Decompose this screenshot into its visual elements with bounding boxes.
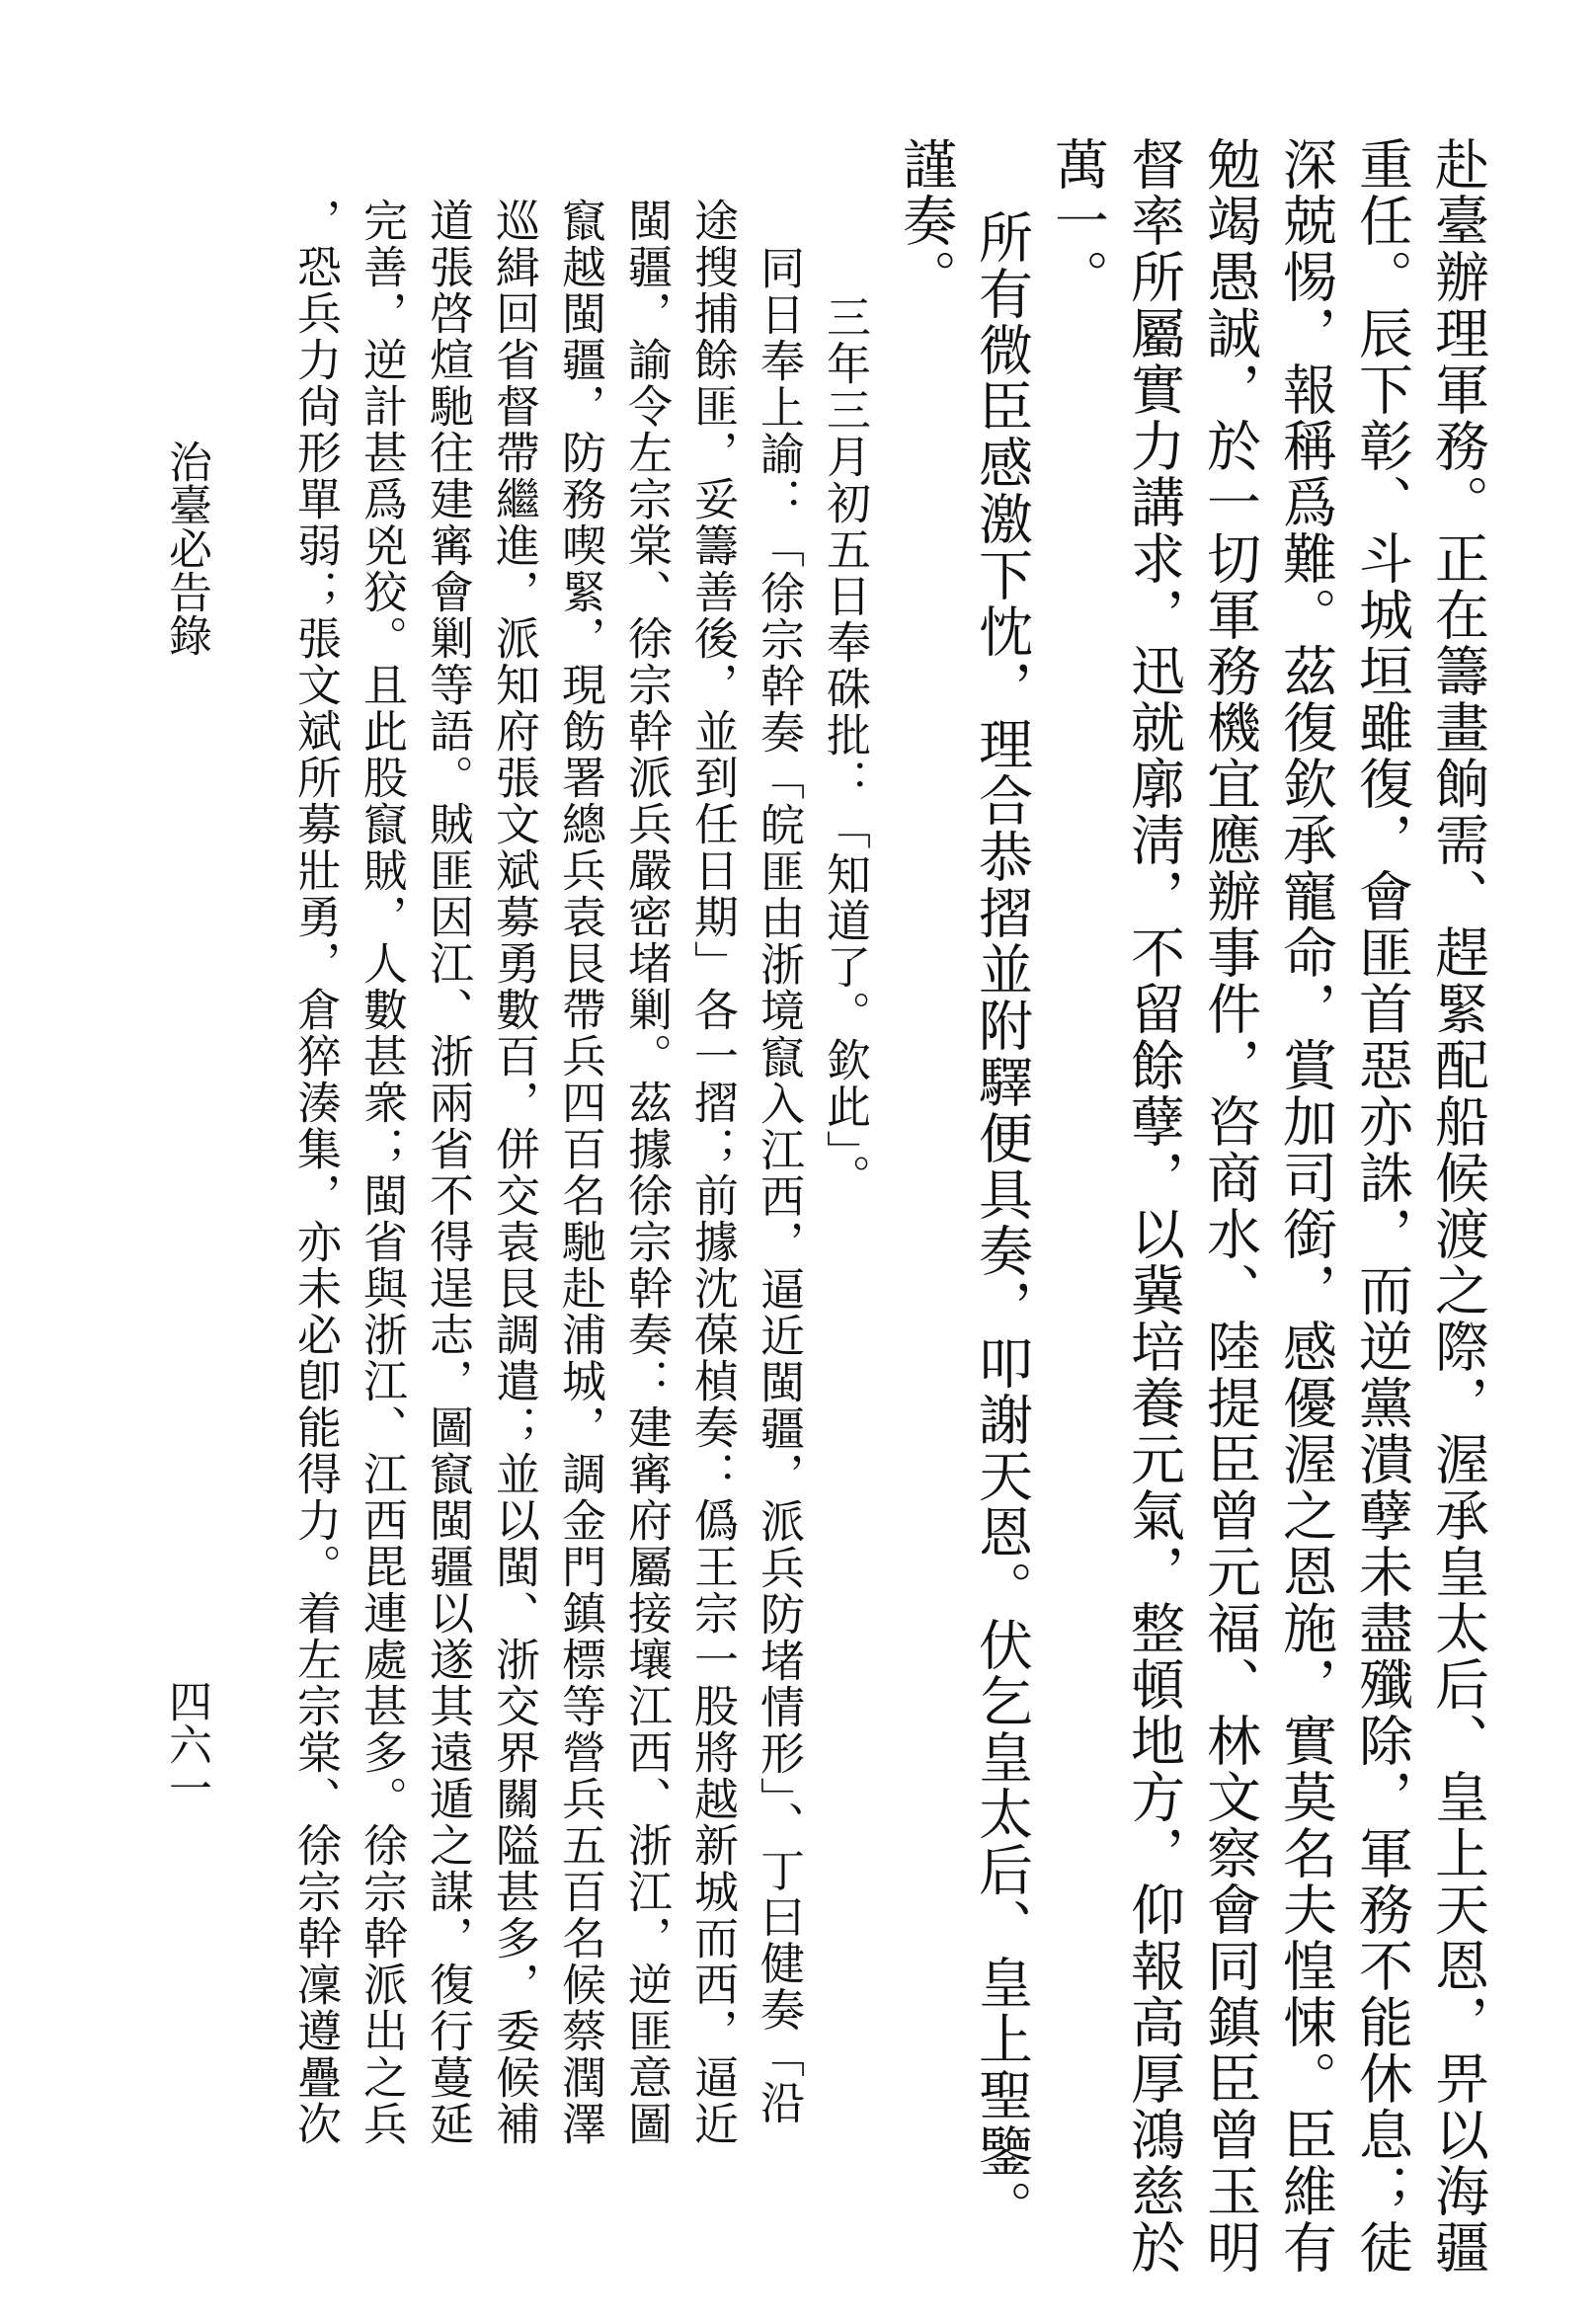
text-column: 閩疆，諭令左宗棠、徐宗幹派兵嚴密堵剿。茲據徐宗幹奏：建寗府屬接壤江西、浙江，逆匪意圖 [620, 198, 673, 2147]
text-column: 謹奏。 [894, 136, 957, 305]
text-column: 完善，逆計甚爲兇狡。且此股竄賊，人數甚衆；閩省與浙江、江西毘連處甚多。徐宗幹派出之兵 [356, 198, 408, 2147]
text-column: ，恐兵力尙形單弱；張文斌所募壯勇，倉猝湊集，亦未必卽能得力。着左宗棠、徐宗幹凜遵疊次 [289, 198, 342, 2147]
text-column: 巡緝回省督帶繼進，派知府張文斌募勇數百，併交袁艮調遣；並以閩、浙交界關隘甚多，委候補 [488, 198, 540, 2147]
text-column: 所有微臣感激下忱，理合恭摺並附驛便具奏，叩謝天恩。伏乞皇太后、皇上聖鑒。 [970, 209, 1033, 2236]
page-number: 四六一 [161, 1679, 211, 1809]
text-column: 道張啓煊馳往建寗會剿等語。賊匪因江、浙兩省不得逞志，圖竄閩疆以遂其遠遁之謀，復行蔓延 [422, 198, 474, 2147]
text-column: 督率所屬實力講求，迅就廓淸，不留餘孽，以冀培養元氣，整頓地方，仰報高厚鴻慈於 [1122, 136, 1185, 2276]
text-column: 三年三月初五日奉硃批：「知道了。欽此」。 [819, 294, 871, 1201]
text-column: 竄越閩疆，防務喫緊，現飭署總兵袁艮帶兵四百名馳赴浦城，調金門鎮標等營兵五百名候蔡潤澤 [554, 198, 606, 2147]
text-column: 同日奉上諭：「徐宗幹奏「皖匪由浙境竄入江西，逼近閩疆，派兵防堵情形」、丁曰健奏「沿 [753, 245, 805, 2126]
text-column: 途搜捕餘匪，妥籌善後，並到任日期」各一摺；前據沈葆楨奏：僞王宗一股將越新城而西，逼近 [686, 198, 739, 2147]
text-column: 勉竭愚誠，於一切軍務機宜應辦事件，咨商水、陸提臣曾元福、林文察會同鎮臣曾玉明 [1198, 136, 1261, 2276]
text-column: 赴臺辦理軍務。正在籌畫餉需、趕緊配船候渡之際，渥承皇太后、皇上天恩，畀以海疆 [1426, 136, 1489, 2276]
book-title: 治臺必告錄 [161, 440, 211, 657]
text-column: 重任。辰下彰、斗城垣雖復，會匪首惡亦誅，而逆黨潰孽未盡殲除，軍務不能休息；徒 [1350, 136, 1413, 2276]
text-column: 深兢惕，報稱爲難。茲復欽承寵命，賞加司銜，感優渥之恩施，實莫名夫惶悚。臣維有 [1274, 136, 1337, 2276]
text-column: 萬一。 [1046, 136, 1109, 305]
